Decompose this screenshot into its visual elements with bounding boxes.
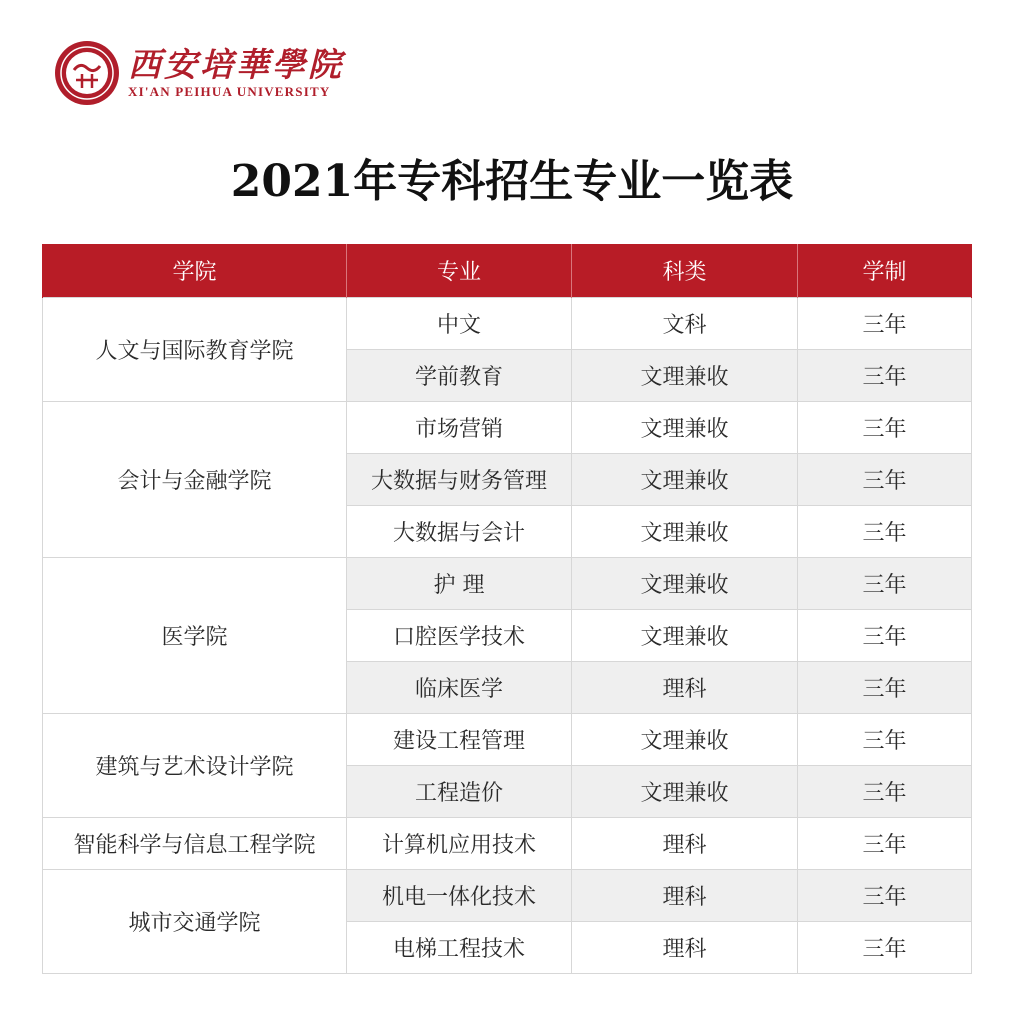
majors-table xyxy=(42,244,972,974)
category-cell: 文理兼收 xyxy=(572,610,798,662)
column-header-category: 科类 xyxy=(572,244,798,298)
table-row xyxy=(43,714,972,766)
duration-cell: 三年 xyxy=(798,402,972,454)
logo-chinese-name: 西安培華學院 xyxy=(128,45,344,84)
college-cell: 智能科学与信息工程学院 xyxy=(43,818,347,870)
major-cell: 临床医学 xyxy=(347,662,572,714)
duration-cell: 三年 xyxy=(798,350,972,402)
table-row xyxy=(43,558,972,610)
table-row xyxy=(43,402,972,454)
major-cell: 计算机应用技术 xyxy=(347,818,572,870)
college-cell: 医学院 xyxy=(43,558,347,714)
category-cell: 文理兼收 xyxy=(572,766,798,818)
college-cell: 城市交通学院 xyxy=(43,870,347,974)
duration-cell: 三年 xyxy=(798,922,972,974)
college-cell: 会计与金融学院 xyxy=(43,402,347,558)
major-cell: 工程造价 xyxy=(347,766,572,818)
university-logo xyxy=(54,40,344,106)
duration-cell: 三年 xyxy=(798,870,972,922)
column-header-college: 学院 xyxy=(43,244,347,298)
duration-cell: 三年 xyxy=(798,662,972,714)
table-row xyxy=(43,298,972,350)
column-header-duration: 学制 xyxy=(798,244,972,298)
table-header-row xyxy=(43,244,972,298)
college-cell: 建筑与艺术设计学院 xyxy=(43,714,347,818)
major-cell: 护 理 xyxy=(347,558,572,610)
duration-cell: 三年 xyxy=(798,818,972,870)
logo-english-name: XI'AN PEIHUA UNIVERSITY xyxy=(128,84,331,99)
major-cell: 中文 xyxy=(347,298,572,350)
category-cell: 文理兼收 xyxy=(572,714,798,766)
major-cell: 电梯工程技术 xyxy=(347,922,572,974)
major-cell: 大数据与财务管理 xyxy=(347,454,572,506)
duration-cell: 三年 xyxy=(798,610,972,662)
major-cell: 学前教育 xyxy=(347,350,572,402)
university-seal-icon xyxy=(54,40,120,106)
duration-cell: 三年 xyxy=(798,298,972,350)
column-header-major: 专业 xyxy=(347,244,572,298)
duration-cell: 三年 xyxy=(798,714,972,766)
category-cell: 文科 xyxy=(572,298,798,350)
major-cell: 机电一体化技术 xyxy=(347,870,572,922)
duration-cell: 三年 xyxy=(798,558,972,610)
duration-cell: 三年 xyxy=(798,506,972,558)
category-cell: 文理兼收 xyxy=(572,558,798,610)
category-cell: 文理兼收 xyxy=(572,454,798,506)
category-cell: 理科 xyxy=(572,870,798,922)
category-cell: 理科 xyxy=(572,922,798,974)
duration-cell: 三年 xyxy=(798,454,972,506)
category-cell: 文理兼收 xyxy=(572,506,798,558)
category-cell: 文理兼收 xyxy=(572,402,798,454)
major-cell: 建设工程管理 xyxy=(347,714,572,766)
major-cell: 大数据与会计 xyxy=(347,506,572,558)
major-cell: 市场营销 xyxy=(347,402,572,454)
table-row xyxy=(43,818,972,870)
category-cell: 理科 xyxy=(572,818,798,870)
table-row xyxy=(43,870,972,922)
category-cell: 文理兼收 xyxy=(572,350,798,402)
college-cell: 人文与国际教育学院 xyxy=(43,298,347,402)
duration-cell: 三年 xyxy=(798,766,972,818)
major-cell: 口腔医学技术 xyxy=(347,610,572,662)
page-title: 2021年专科招生专业一览表 xyxy=(230,156,794,207)
category-cell: 理科 xyxy=(572,662,798,714)
